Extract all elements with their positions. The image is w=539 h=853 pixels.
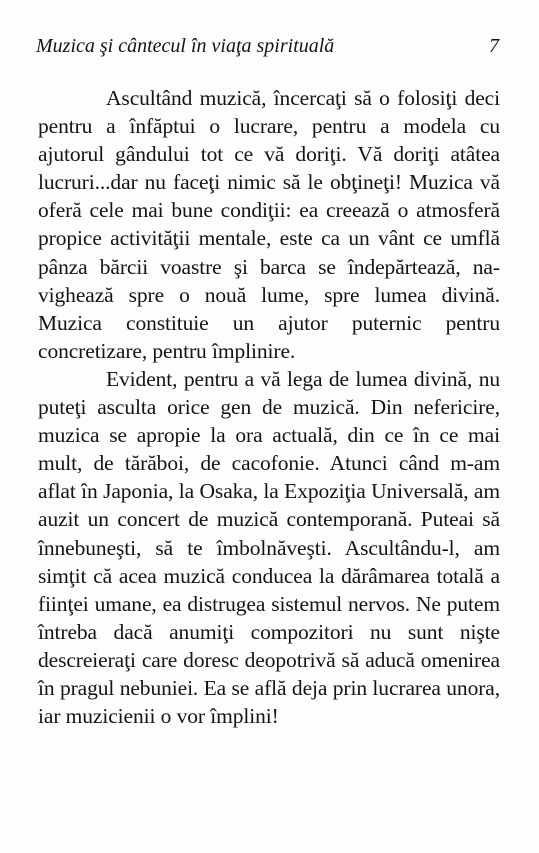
- paragraph-2: Evident, pentru a vă lega de lumea divină, nu puteţi asculta orice gen de muzică. Din nefericire, muzica se apropie la ora actuală, din ce în ce mai mult, de tărăboi, de cacofonie. Atunci când m-am aflat în Japonia, la Osaka, la Expoziţia Universală, am auzit un concert de muzică contemporană. Puteai să înnebuneşti, să te îmbolnăveşti. Ascultându-l, am simţit că acea muzică conducea la dărâmarea totală a fiinţei umane, ea distrugea sistemul nervos. Ne putem întreba dacă anumiţi compozitori nu sunt nişte descreieraţi care doresc deopotrivă să aducă omenirea în pragul nebuniei. Ea se află deja prin lucrarea unora, iar muzicienii o vor împlini!: [38, 366, 500, 729]
- page-number: 7: [489, 35, 499, 57]
- chapter-title: Muzica şi cântecul în viaţa spirituală: [36, 35, 335, 57]
- running-header: [36, 34, 499, 58]
- paragraph-1: Ascultând muzică, încercaţi să o folosiţi deci pentru a înfăptui o lucrare, pentru a modela cu ajutorul gândului tot ce vă doriţi. Vă doriţi atâtea lucruri...dar nu faceţi nimic să le obţineţi! Muzica vă oferă cele mai bune condiţii: ea creează o atmosferă propice activităţii mentale, este ca un vânt ce umflă pânza bărcii voastre şi barca se îndepărtează, navighează spre o nouă lume, spre lumea divină. Muzica constituie un ajutor puternic pentru concretizare, pentru împlinire.: [38, 86, 500, 363]
- body-text: [38, 84, 500, 730]
